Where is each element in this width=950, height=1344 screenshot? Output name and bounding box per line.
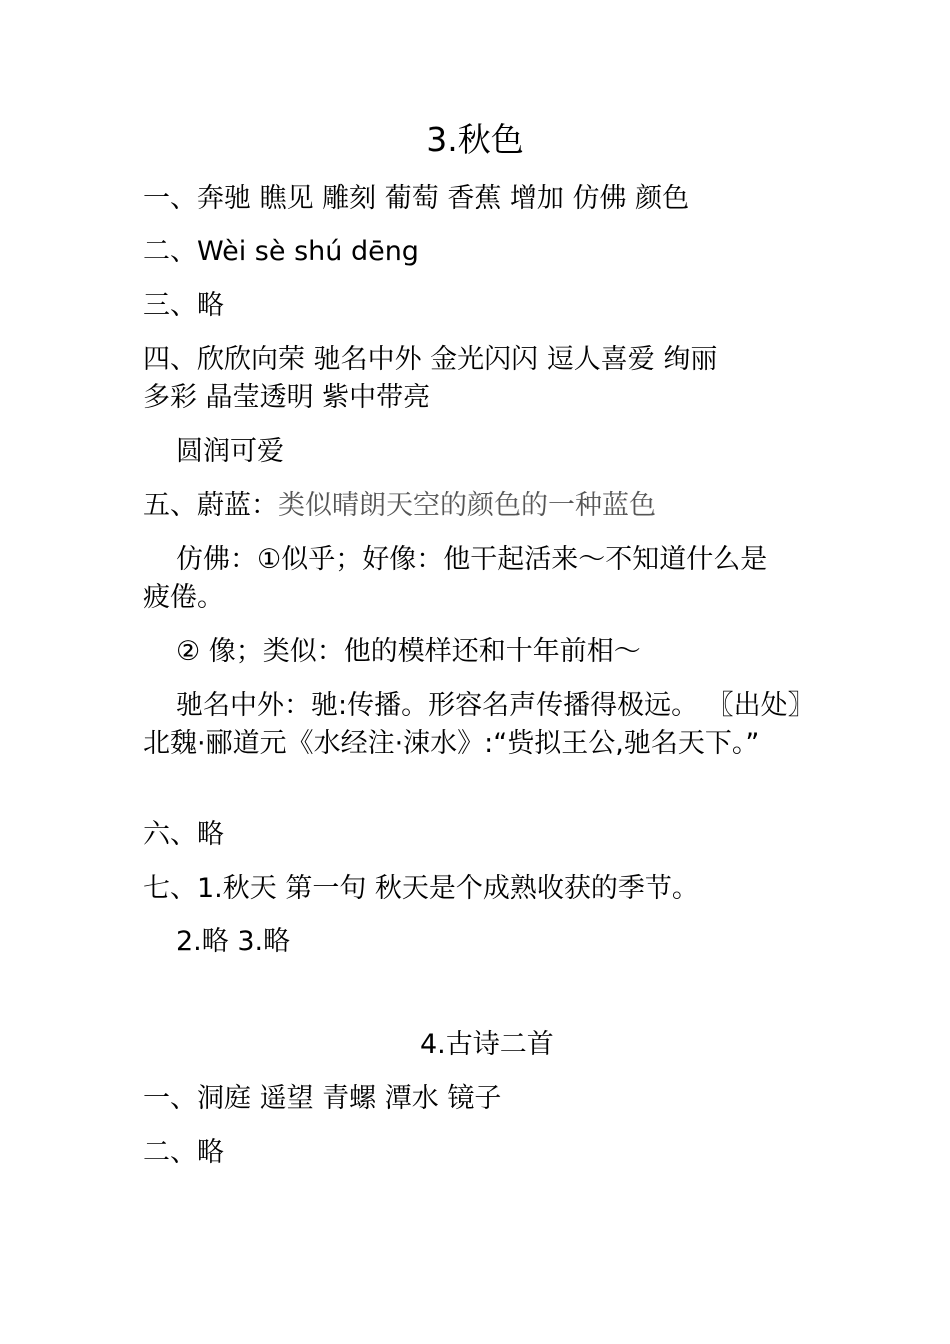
- answer-7-2: 2.略 3.略: [176, 926, 291, 957]
- answer-5-chiming: 驰名中外：驰:传播。形容名声传播得极远。 〖出处〗北魏·郦道元《水经注·涑水》:“赀拟王公,驰名天下。”: [143, 690, 802, 759]
- section-title-qiuse: 3.秋色: [426, 120, 524, 159]
- answer-5-fangfu-1: 仿佛：①似乎；好像：他干起活来～不知道什么是疲倦。: [143, 544, 768, 613]
- answer-2: 二、Wèi sè shú dēng: [143, 236, 419, 267]
- answer-4-line-2: 多彩 晶莹透明 紫中带亮: [143, 382, 431, 413]
- answer-3: 三、略: [143, 290, 224, 321]
- answer-4-line-1: 四、欣欣向荣 驰名中外 金光闪闪 逗人喜爱 绚丽: [143, 344, 718, 375]
- answer-5-fangfu-2: ② 像；类似：他的模样还和十年前相～: [176, 636, 641, 667]
- answer-7-1: 七、1.秋天 第一句 秋天是个成熟收获的季节。: [143, 873, 699, 904]
- gushi-answer-2: 二、略: [143, 1137, 224, 1168]
- answer-4-line-3: 圆润可爱: [176, 436, 284, 467]
- gushi-answer-1: 一、洞庭 遥望 青螺 潭水 镜子: [143, 1083, 502, 1114]
- answer-6: 六、略: [143, 819, 224, 850]
- answer-1: 一、奔驰 瞧见 雕刻 葡萄 香蕉 增加 仿佛 颜色: [143, 183, 690, 214]
- answer-5-weilan: [143, 487, 803, 525]
- answer-5-prefix: 五、蔚蓝：: [143, 490, 278, 521]
- weilan-definition: 类似晴朗天空的颜色的一种蓝色: [278, 490, 656, 521]
- section-title-gushi: 4.古诗二首: [420, 1029, 554, 1060]
